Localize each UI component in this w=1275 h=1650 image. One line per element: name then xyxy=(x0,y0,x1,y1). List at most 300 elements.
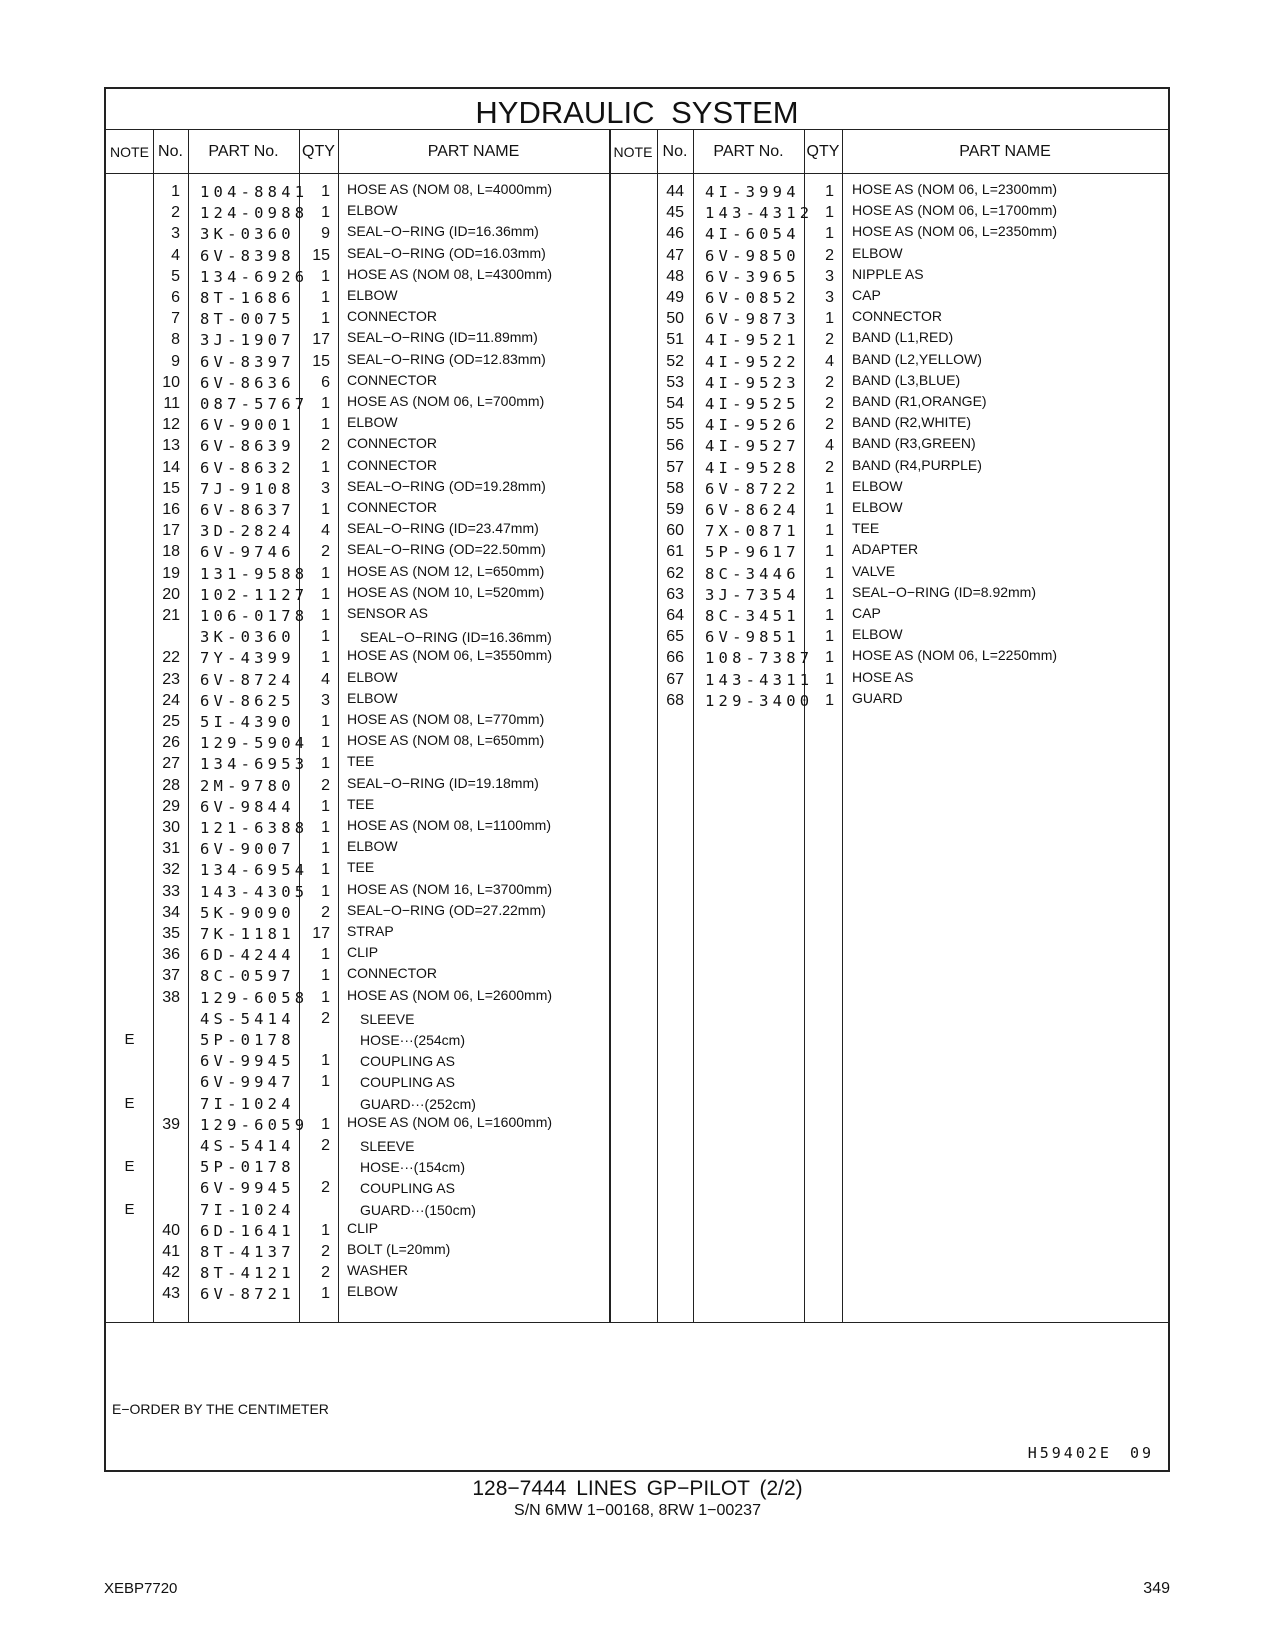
row-quantity: 1 xyxy=(321,1073,330,1091)
row-part-number: 108-7387 xyxy=(705,649,814,668)
col-divider xyxy=(842,129,843,1322)
row-part-number: 4I-9521 xyxy=(705,331,800,350)
row-part-name: ADAPTER xyxy=(852,541,919,558)
row-quantity: 2 xyxy=(321,1264,330,1282)
row-quantity: 1 xyxy=(321,840,330,858)
row-part-name: SEAL−O−RING (OD=19.28mm) xyxy=(347,477,546,494)
row-part-number: 143-4305 xyxy=(200,882,309,901)
row-quantity: 1 xyxy=(321,861,330,879)
row-quantity: 2 xyxy=(825,373,834,391)
row-part-name: CONNECTOR xyxy=(347,965,437,982)
row-quantity: 2 xyxy=(825,246,834,264)
row-part-name: HOSE AS (NOM 10, L=520mm) xyxy=(347,583,545,600)
row-part-name: GUARD···(252cm) xyxy=(360,1095,476,1112)
row-part-number: 6V-9945 xyxy=(200,1052,295,1071)
row-part-name: SEAL−O−RING (OD=27.22mm) xyxy=(347,901,546,918)
row-number: 11 xyxy=(163,395,180,412)
row-quantity: 1 xyxy=(825,691,834,709)
row-number: 23 xyxy=(162,670,180,688)
row-quantity: 1 xyxy=(825,522,834,540)
row-quantity: 15 xyxy=(312,352,330,370)
row-part-name: CLIP xyxy=(347,944,379,961)
page-number: 349 xyxy=(1143,1580,1170,1597)
row-part-number: 6V-8722 xyxy=(705,479,800,498)
row-number: 65 xyxy=(666,628,684,646)
row-part-name: BAND (L2,YELLOW) xyxy=(852,350,982,367)
row-number: 4 xyxy=(171,246,180,264)
row-part-name: HOSE AS (NOM 06, L=700mm) xyxy=(347,393,545,409)
row-part-number: 6D-4244 xyxy=(200,946,295,965)
row-part-name: SEAL−O−RING (ID=16.36mm) xyxy=(360,629,552,646)
row-number: 12 xyxy=(162,416,180,434)
row-number: 53 xyxy=(666,373,684,391)
row-part-number: 102-1127 xyxy=(200,585,309,604)
row-number: 67 xyxy=(666,670,684,688)
row-part-number: 134-6926 xyxy=(200,267,309,286)
row-part-name: CONNECTOR xyxy=(347,435,437,452)
row-part-name: HOSE AS (NOM 06, L=1700mm) xyxy=(852,202,1058,219)
figure-revision: 09 xyxy=(1129,1444,1154,1462)
row-part-name: HOSE AS (NOM 08, L=650mm) xyxy=(347,732,545,749)
row-part-number: 6V-8637 xyxy=(200,501,295,519)
row-part-name: CONNECTOR xyxy=(347,371,437,388)
row-part-number: 5P-0178 xyxy=(200,1158,295,1177)
document-id: XEBP7720 xyxy=(104,1580,178,1597)
row-number: 34 xyxy=(162,903,180,921)
row-part-name: BAND (L1,RED) xyxy=(852,329,954,346)
row-number: 41 xyxy=(162,1243,180,1260)
row-part-name: HOSE AS (NOM 08, L=770mm) xyxy=(347,711,545,727)
figure-code xyxy=(1028,1444,1154,1462)
row-number: 56 xyxy=(666,437,684,455)
row-number: 18 xyxy=(162,543,180,561)
row-part-name: ELBOW xyxy=(347,668,398,685)
row-part-number: 6V-9001 xyxy=(200,416,295,435)
row-number: 44 xyxy=(666,183,684,200)
row-part-name: SEAL−O−RING (OD=16.03mm) xyxy=(347,244,546,261)
row-part-name: SEAL−O−RING (ID=11.89mm) xyxy=(347,329,538,346)
row-quantity: 1 xyxy=(825,501,834,518)
row-part-name: VALVE xyxy=(852,562,896,579)
row-part-name: SEAL−O−RING (OD=22.50mm) xyxy=(347,541,546,558)
row-part-number: 8T-4137 xyxy=(200,1243,295,1261)
row-note: E xyxy=(124,1094,135,1112)
row-part-number: 129-6058 xyxy=(200,988,309,1007)
header-note: NOTE xyxy=(110,144,149,160)
row-part-name: SLEEVE xyxy=(360,1010,415,1027)
row-part-name: STRAP xyxy=(347,923,394,939)
row-part-name: CAP xyxy=(852,605,881,621)
row-part-number: 8T-1686 xyxy=(200,289,295,307)
row-quantity: 3 xyxy=(321,691,330,709)
row-part-number: 3J-7354 xyxy=(705,585,800,604)
row-part-name: TEE xyxy=(347,753,375,770)
row-part-number: 6V-8625 xyxy=(200,691,295,710)
row-part-name: TEE xyxy=(347,795,375,812)
serial-numbers: S/N 6MW 1−00168, 8RW 1−00237 xyxy=(514,1502,761,1519)
row-part-name: ELBOW xyxy=(347,1283,398,1300)
row-number: 49 xyxy=(666,289,684,306)
row-part-name: COUPLING AS xyxy=(360,1074,455,1091)
row-quantity: 1 xyxy=(825,225,834,243)
row-part-number: 143-4311 xyxy=(705,670,814,689)
row-part-number: 3K-0360 xyxy=(200,225,295,244)
row-number: 13 xyxy=(162,437,180,455)
row-part-name: NIPPLE AS xyxy=(852,265,924,282)
row-part-name: SENSOR AS xyxy=(347,605,428,621)
row-part-number: 5P-0178 xyxy=(200,1031,295,1049)
row-part-number: 8T-4121 xyxy=(200,1264,295,1283)
row-part-number: 7I-1024 xyxy=(200,1200,295,1219)
row-quantity: 2 xyxy=(321,1179,330,1197)
row-number: 21 xyxy=(162,607,180,624)
row-part-number: 124-0988 xyxy=(200,204,309,223)
row-part-name: HOSE AS (NOM 06, L=2300mm) xyxy=(852,181,1058,197)
row-quantity: 1 xyxy=(321,819,330,836)
row-number: 62 xyxy=(666,564,684,582)
row-part-number: 8C-3446 xyxy=(705,564,800,583)
row-quantity: 1 xyxy=(321,1115,330,1133)
row-quantity: 4 xyxy=(825,352,834,370)
row-part-number: 8C-3451 xyxy=(705,607,800,625)
row-part-name: HOSE AS (NOM 12, L=650mm) xyxy=(347,562,545,579)
row-quantity: 2 xyxy=(321,1243,330,1260)
col-divider xyxy=(188,129,189,1322)
row-quantity: 1 xyxy=(321,988,330,1006)
row-number: 38 xyxy=(162,988,180,1006)
row-quantity: 4 xyxy=(825,437,834,455)
row-part-number: 4I-9525 xyxy=(705,395,800,413)
row-number: 57 xyxy=(666,458,684,476)
row-part-number: 104-8841 xyxy=(200,183,309,201)
row-note: E xyxy=(124,1031,135,1048)
col-divider xyxy=(657,129,658,1322)
row-part-name: ELBOW xyxy=(852,244,903,261)
row-number: 32 xyxy=(162,861,180,879)
row-part-name: TEE xyxy=(852,520,880,537)
col-divider xyxy=(338,129,339,1322)
row-quantity: 1 xyxy=(321,501,330,518)
row-number: 17 xyxy=(162,522,180,540)
row-part-name: CONNECTOR xyxy=(347,499,437,515)
footer-divider xyxy=(106,1322,1168,1323)
row-number: 7 xyxy=(171,310,180,328)
row-quantity: 1 xyxy=(321,713,330,730)
row-part-number: 6V-8639 xyxy=(200,437,295,456)
row-part-name: BAND (R4,PURPLE) xyxy=(852,456,982,473)
row-number: 55 xyxy=(666,416,684,434)
row-part-name: COUPLING AS xyxy=(360,1180,455,1197)
row-quantity: 9 xyxy=(321,225,330,243)
header-no: No. xyxy=(158,143,183,160)
row-number: 24 xyxy=(162,691,180,709)
row-number: 58 xyxy=(666,479,684,497)
row-number: 31 xyxy=(162,840,180,858)
row-number: 50 xyxy=(666,310,684,328)
row-part-number: 4S-5414 xyxy=(200,1137,295,1155)
row-part-name: BOLT (L=20mm) xyxy=(347,1241,451,1257)
row-part-name: CLIP xyxy=(347,1219,379,1236)
row-part-name: GUARD···(150cm) xyxy=(360,1201,476,1218)
header-part-no: PART No. xyxy=(208,143,279,160)
row-part-name: BAND (L3,BLUE) xyxy=(852,371,961,388)
row-part-name: ELBOW xyxy=(852,477,903,494)
row-note: E xyxy=(124,1158,135,1176)
row-quantity: 1 xyxy=(321,395,330,412)
row-number: 19 xyxy=(162,564,180,582)
row-part-number: 4S-5414 xyxy=(200,1009,295,1028)
row-part-name: ELBOW xyxy=(347,838,398,855)
row-number: 22 xyxy=(162,649,180,667)
row-number: 33 xyxy=(162,882,180,900)
figure-code-id: H59402E xyxy=(1027,1444,1112,1462)
row-quantity: 1 xyxy=(321,607,330,624)
row-part-name: SEAL−O−RING (ID=23.47mm) xyxy=(347,520,539,537)
row-part-number: 7K-1181 xyxy=(200,925,295,943)
row-number: 36 xyxy=(162,946,180,964)
row-number: 3 xyxy=(171,225,180,243)
row-part-number: 106-0178 xyxy=(200,607,309,625)
row-part-name: SLEEVE xyxy=(360,1138,415,1154)
col-divider xyxy=(804,129,805,1322)
row-quantity: 1 xyxy=(321,458,330,476)
row-number: 54 xyxy=(666,395,684,412)
row-part-number: 6V-8398 xyxy=(200,246,295,265)
row-number: 16 xyxy=(162,501,180,518)
row-number: 26 xyxy=(162,734,180,752)
row-part-name: HOSE AS (NOM 08, L=1100mm) xyxy=(347,817,551,833)
row-part-name: HOSE AS (NOM 08, L=4300mm) xyxy=(347,265,553,282)
row-part-number: 6V-9746 xyxy=(200,543,295,562)
row-part-number: 4I-9527 xyxy=(705,437,800,456)
row-part-number: 6D-1641 xyxy=(200,1221,295,1240)
row-part-name: ELBOW xyxy=(347,287,398,303)
row-number: 14 xyxy=(162,458,180,476)
row-part-number: 6V-9844 xyxy=(200,797,295,816)
row-part-name: ELBOW xyxy=(347,202,398,219)
row-quantity: 1 xyxy=(321,1285,330,1303)
row-part-name: HOSE AS (NOM 08, L=4000mm) xyxy=(347,181,553,197)
row-part-name: HOSE AS xyxy=(852,668,914,685)
row-quantity: 1 xyxy=(321,882,330,900)
row-quantity: 1 xyxy=(321,628,330,646)
row-part-number: 134-6953 xyxy=(200,755,309,774)
row-part-number: 6V-8632 xyxy=(200,458,295,477)
row-part-name: GUARD xyxy=(852,689,903,706)
row-part-number: 6V-8721 xyxy=(200,1285,295,1304)
row-number: 15 xyxy=(162,479,180,497)
row-part-number: 6V-9007 xyxy=(200,840,295,859)
row-quantity: 17 xyxy=(312,925,330,942)
row-quantity: 1 xyxy=(825,479,834,497)
header-note-right: NOTE xyxy=(613,144,653,160)
row-quantity: 3 xyxy=(321,479,330,497)
row-part-name: BAND (R3,GREEN) xyxy=(852,435,976,452)
col-divider xyxy=(693,129,694,1322)
row-quantity: 1 xyxy=(321,1221,330,1239)
row-quantity: 1 xyxy=(825,670,834,688)
row-number: 42 xyxy=(162,1264,180,1282)
row-number: 27 xyxy=(162,755,180,773)
row-number: 10 xyxy=(162,373,180,391)
row-quantity: 1 xyxy=(321,310,330,328)
row-quantity: 2 xyxy=(321,543,330,561)
row-quantity: 1 xyxy=(825,607,834,624)
row-quantity: 1 xyxy=(321,967,330,985)
row-number: 63 xyxy=(666,585,684,603)
row-number: 61 xyxy=(666,543,684,561)
row-number: 1 xyxy=(171,183,180,200)
row-part-number: 8T-0075 xyxy=(200,310,295,329)
header-part-name-right: PART NAME xyxy=(959,143,1051,160)
row-number: 43 xyxy=(162,1285,180,1303)
row-part-name: HOSE AS (NOM 06, L=2350mm) xyxy=(852,223,1058,240)
row-part-name: ELBOW xyxy=(852,626,903,643)
row-quantity: 1 xyxy=(321,946,330,964)
row-note: E xyxy=(124,1200,135,1218)
parts-table-frame xyxy=(104,87,1170,1472)
row-quantity: 1 xyxy=(825,585,834,603)
row-part-number: 3J-1907 xyxy=(200,331,295,350)
row-part-number: 7J-9108 xyxy=(200,479,295,498)
header-qty-right: QTY xyxy=(806,143,840,160)
row-part-name: CONNECTOR xyxy=(852,308,942,325)
row-part-number: 134-6954 xyxy=(200,861,309,880)
row-part-number: 4I-9526 xyxy=(705,416,800,435)
row-part-name: TEE xyxy=(347,859,375,876)
row-number: 45 xyxy=(666,204,684,222)
row-part-number: 6V-9945 xyxy=(200,1179,295,1198)
figure-caption: 128−7444 LINES GP−PILOT (2/2) xyxy=(472,1477,803,1500)
col-divider xyxy=(609,129,611,1322)
footnote: E−ORDER BY THE CENTIMETER xyxy=(112,1401,329,1417)
row-quantity: 1 xyxy=(321,755,330,773)
row-quantity: 2 xyxy=(321,1009,330,1027)
row-part-name: SEAL−O−RING (OD=12.83mm) xyxy=(347,350,546,367)
row-number: 35 xyxy=(162,925,180,942)
row-part-number: 143-4312 xyxy=(705,204,814,223)
row-number: 46 xyxy=(666,225,684,243)
row-part-number: 7X-0871 xyxy=(705,522,800,541)
row-quantity: 2 xyxy=(825,458,834,476)
row-number: 60 xyxy=(666,522,684,540)
row-part-number: 4I-9528 xyxy=(705,458,800,477)
row-part-number: 121-6388 xyxy=(200,819,309,837)
row-quantity: 1 xyxy=(321,564,330,582)
row-part-name: HOSE AS (NOM 16, L=3700mm) xyxy=(347,880,553,897)
row-part-name: ELBOW xyxy=(347,689,398,706)
row-part-number: 129-6059 xyxy=(200,1115,309,1134)
row-quantity: 1 xyxy=(321,204,330,222)
row-number: 40 xyxy=(162,1221,180,1239)
row-quantity: 1 xyxy=(825,628,834,646)
row-part-number: 5P-9617 xyxy=(705,543,800,562)
row-part-number: 8C-0597 xyxy=(200,967,295,986)
row-part-name: CAP xyxy=(852,287,881,303)
row-number: 29 xyxy=(162,797,180,815)
row-part-number: 4I-9523 xyxy=(705,373,800,392)
row-number: 48 xyxy=(666,267,684,285)
row-part-name: HOSE AS (NOM 06, L=2250mm) xyxy=(852,647,1058,664)
row-quantity: 2 xyxy=(321,903,330,921)
row-part-name: HOSE AS (NOM 06, L=1600mm) xyxy=(347,1113,553,1130)
row-part-name: HOSE AS (NOM 06, L=3550mm) xyxy=(347,647,553,664)
row-part-number: 6V-9851 xyxy=(705,628,800,647)
row-quantity: 2 xyxy=(825,395,834,412)
row-quantity: 1 xyxy=(321,289,330,306)
row-quantity: 1 xyxy=(321,183,330,200)
row-part-number: 7Y-4399 xyxy=(200,649,295,668)
table-title: HYDRAULIC SYSTEM xyxy=(475,95,799,130)
row-quantity: 1 xyxy=(321,585,330,603)
row-number: 39 xyxy=(162,1115,180,1133)
row-part-number: 2M-9780 xyxy=(200,776,295,795)
row-part-number: 3D-2824 xyxy=(200,522,295,541)
row-quantity: 6 xyxy=(321,373,330,391)
row-part-name: CONNECTOR xyxy=(347,456,437,473)
row-number: 6 xyxy=(171,289,180,306)
row-part-number: 6V-8724 xyxy=(200,670,295,689)
row-number: 25 xyxy=(162,713,180,730)
row-quantity: 15 xyxy=(312,246,330,264)
row-part-number: 6V-9947 xyxy=(200,1073,295,1092)
row-quantity: 1 xyxy=(825,310,834,328)
row-quantity: 2 xyxy=(825,416,834,434)
row-part-name: WASHER xyxy=(347,1262,408,1279)
row-part-name: SEAL−O−RING (ID=8.92mm) xyxy=(852,583,1037,600)
row-quantity: 2 xyxy=(321,776,330,794)
row-part-number: 6V-8397 xyxy=(200,352,295,371)
row-part-number: 129-5904 xyxy=(200,734,309,753)
row-quantity: 1 xyxy=(825,649,834,667)
row-quantity: 4 xyxy=(321,522,330,540)
row-part-name: HOSE AS (NOM 06, L=2600mm) xyxy=(347,986,553,1003)
row-part-name: ELBOW xyxy=(347,414,398,431)
row-number: 68 xyxy=(666,691,684,709)
row-quantity: 4 xyxy=(321,670,330,688)
row-part-number: 6V-8624 xyxy=(705,501,800,519)
row-number: 37 xyxy=(162,967,180,985)
row-quantity: 3 xyxy=(825,289,834,306)
row-number: 28 xyxy=(162,776,180,794)
row-part-number: 6V-0852 xyxy=(705,289,800,307)
row-quantity: 1 xyxy=(321,797,330,815)
row-number: 20 xyxy=(162,585,180,603)
row-quantity: 1 xyxy=(321,267,330,285)
row-quantity: 2 xyxy=(321,1137,330,1154)
row-part-number: 3K-0360 xyxy=(200,628,295,647)
row-part-number: 6V-9873 xyxy=(705,310,800,329)
row-part-number: 5K-9090 xyxy=(200,903,295,922)
row-part-number: 087-5767 xyxy=(200,395,309,413)
row-part-name: BAND (R2,WHITE) xyxy=(852,414,971,431)
header-part-no-right: PART No. xyxy=(713,143,784,160)
row-number: 9 xyxy=(171,352,180,370)
row-quantity: 2 xyxy=(825,331,834,349)
row-part-number: 5I-4390 xyxy=(200,713,295,731)
row-number: 47 xyxy=(666,246,684,264)
row-quantity: 1 xyxy=(825,564,834,582)
row-quantity: 1 xyxy=(321,416,330,434)
row-quantity: 17 xyxy=(312,331,330,349)
header-qty: QTY xyxy=(302,143,335,160)
row-part-number: 4I-9522 xyxy=(705,352,800,371)
row-part-name: HOSE···(254cm) xyxy=(360,1032,466,1048)
row-part-name: CONNECTOR xyxy=(347,308,437,325)
row-quantity: 1 xyxy=(825,183,834,200)
row-number: 51 xyxy=(666,331,684,349)
row-number: 64 xyxy=(666,607,684,624)
